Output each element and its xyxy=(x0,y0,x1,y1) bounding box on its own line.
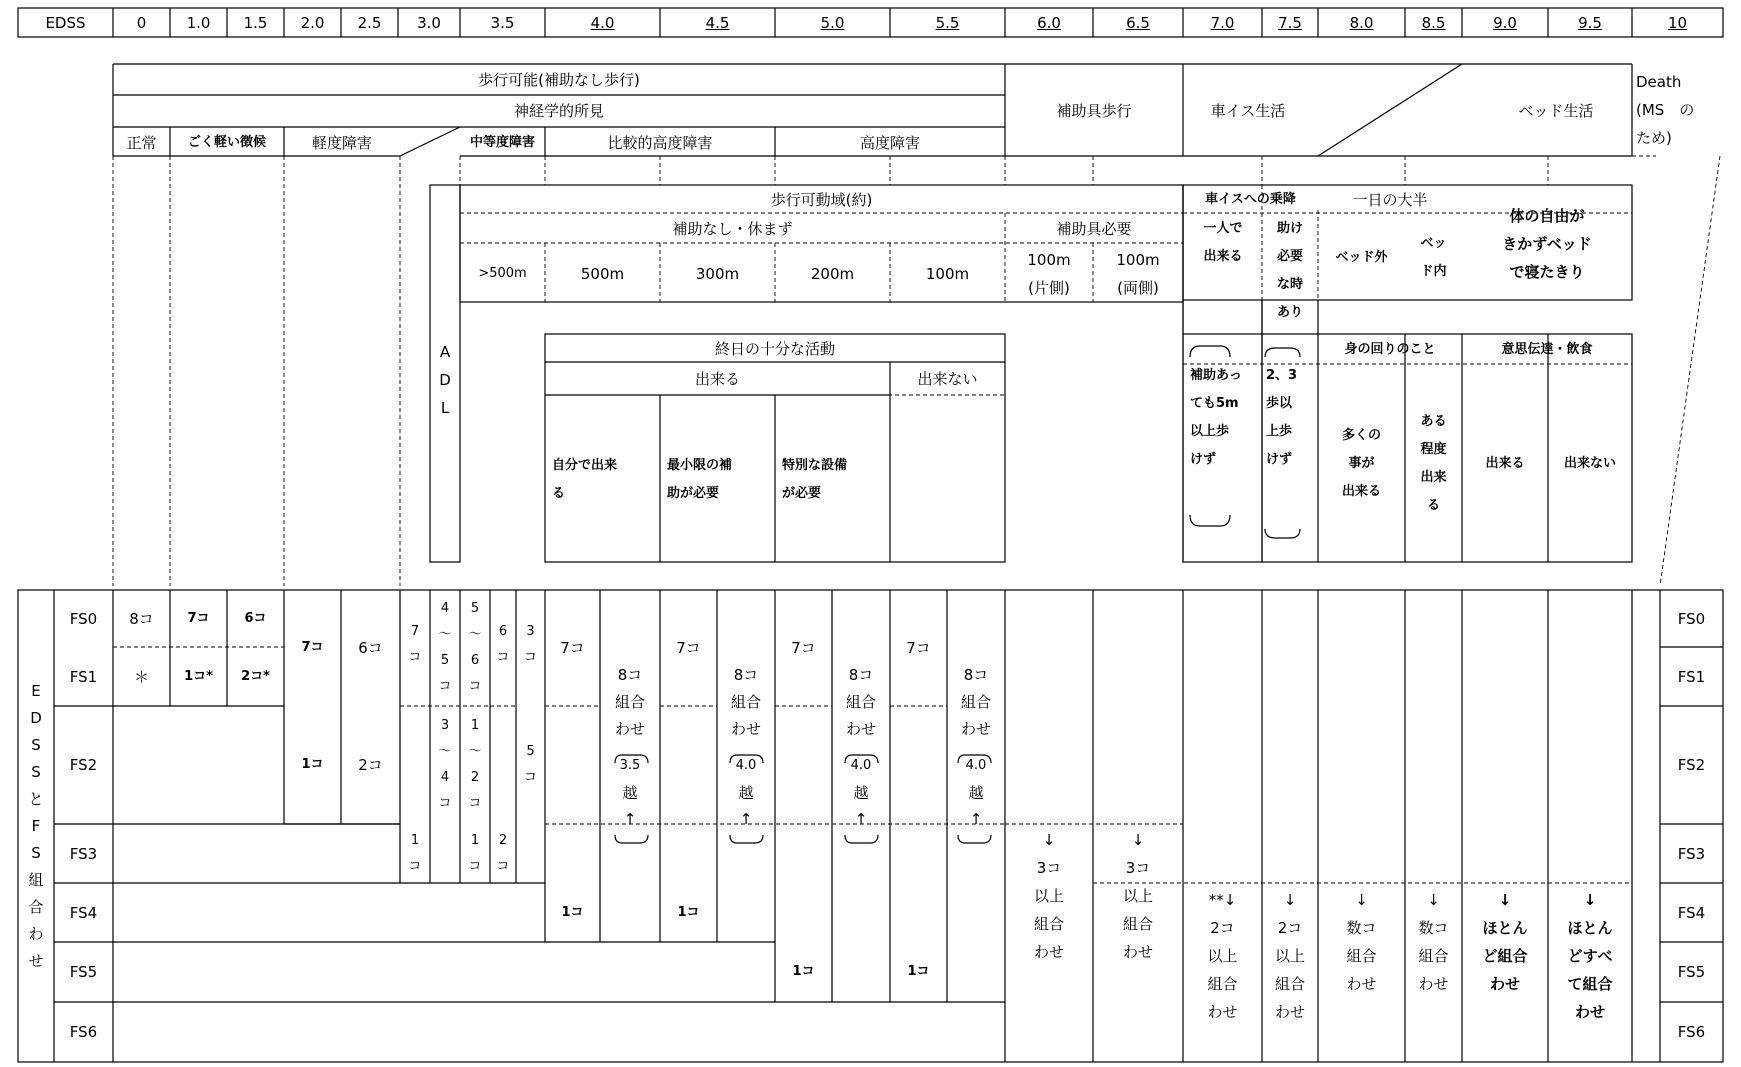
edss-label: EDSS xyxy=(45,13,86,32)
edss-step: 8.5 xyxy=(1421,13,1446,32)
mild-label: 軽度障害 xyxy=(311,133,372,152)
adl-unable-label: 出来ない xyxy=(917,370,978,388)
combo-cell: 4.0 xyxy=(965,758,987,773)
combo-cell: 6 コ xyxy=(496,624,510,665)
normal-label: 正常 xyxy=(126,133,157,152)
combo-cell: 2 コ xyxy=(496,833,510,874)
self-care-title: 身の回りのこと xyxy=(1344,342,1436,357)
combo-cell: 7コ xyxy=(906,639,931,657)
edss-step: 9.5 xyxy=(1578,13,1602,32)
fairly-severe-label: 比較的高度障害 xyxy=(607,133,713,152)
edss-step: 2.5 xyxy=(357,13,382,32)
combo-cell: 8コ 組合 わせ xyxy=(960,665,991,738)
combo-cell: 8コ 組合 わせ xyxy=(845,665,876,738)
day-box-title: 一日の大半 xyxy=(1352,191,1428,209)
adl-able-label: 出来る xyxy=(694,370,740,388)
distance-cell: 500m xyxy=(580,264,625,283)
edss-step: 1.0 xyxy=(186,13,211,32)
fs-row-label-right: FS4 xyxy=(1677,903,1706,922)
combo-cell: ↓ 3コ 以上 組合 わせ xyxy=(1122,831,1153,961)
edss-step: 9.0 xyxy=(1493,13,1517,32)
combo-cell: 1コ xyxy=(301,757,324,772)
combo-cell: 5 ～ 6 コ xyxy=(468,601,482,694)
combo-cell: ↓ 2コ 以上 組合 わせ xyxy=(1274,891,1305,1021)
distance-cell: 300m xyxy=(695,264,740,283)
combo-cell: 7コ xyxy=(301,640,324,655)
adl-minimal-help: 最小限の補 助が必要 xyxy=(667,457,733,501)
distance-cell: 100m (片側) xyxy=(1027,250,1071,297)
fs-row-label-right: FS0 xyxy=(1677,609,1706,628)
fs-row-label: FS5 xyxy=(69,963,98,981)
self-care-some: ある 程度 出来 る xyxy=(1420,414,1447,513)
combo-cell: 越 xyxy=(738,784,754,802)
combo-cell: 越 xyxy=(853,784,869,802)
fs-row-label-right: FS2 xyxy=(1677,756,1706,774)
edss-step: 0 xyxy=(136,13,147,32)
fs-row-label: FS1 xyxy=(69,667,98,686)
combo-cell: ↓ 数コ 組合 わせ xyxy=(1346,891,1377,993)
combo-cell: 1 ～ 2 コ xyxy=(468,718,482,811)
wheelchair-label: 車イス生活 xyxy=(1210,102,1286,120)
moderate-label: 中等度障害 xyxy=(469,134,535,150)
wheelchair-alone: 一人で 出来る xyxy=(1203,221,1243,264)
fs-row-label-right: FS6 xyxy=(1677,1023,1706,1041)
combo-cell: 3 ～ 4 コ xyxy=(438,718,452,811)
combo-cell: ↑ xyxy=(854,810,868,828)
edss-step: 10 xyxy=(1667,13,1688,32)
fs-row-label-right: FS5 xyxy=(1677,963,1706,981)
combo-cell: 8コ xyxy=(129,609,154,628)
combo-cell: ↓ ほとん ど組合 わせ xyxy=(1482,891,1528,993)
fs-row-label-right: FS3 xyxy=(1677,844,1706,863)
neuro-findings-header: 神経学的所見 xyxy=(513,102,604,120)
distance-cell: 100m (両側) xyxy=(1116,250,1160,297)
combo-cell: 2コ xyxy=(358,756,383,774)
fs-row-label-right: FS1 xyxy=(1677,667,1706,686)
fs-row-label: FS0 xyxy=(69,609,98,628)
combo-cell: 7 コ xyxy=(408,624,422,665)
edss-step: 6.0 xyxy=(1037,13,1061,32)
combo-cell: 6コ xyxy=(358,639,383,657)
edss-step: 4.0 xyxy=(590,13,615,32)
edss-step: 8.0 xyxy=(1349,13,1374,32)
self-care-many: 多くの 事が 出来る xyxy=(1341,428,1381,499)
communication-title: 意思伝達・飲食 xyxy=(1501,342,1593,357)
edss-step: 7.0 xyxy=(1210,13,1235,32)
combo-cell: 1 コ xyxy=(468,833,482,874)
edss-step: 3.5 xyxy=(490,13,515,32)
ambulatory-header: 歩行可能(補助なし歩行) xyxy=(478,71,640,89)
out-of-bed-label: ベッド外 xyxy=(1335,249,1388,265)
combo-cell: 8コ 組合 わせ xyxy=(614,665,645,738)
combo-cell: ↑ xyxy=(969,810,983,828)
combo-cell: 5 コ xyxy=(523,744,537,785)
in-bed-label: ベッ ド内 xyxy=(1420,235,1447,279)
fs-row-label: FS3 xyxy=(69,844,98,863)
fs-row-label: FS4 xyxy=(69,903,98,922)
combo-cell: 1コ xyxy=(792,964,815,979)
combo-cell: 1 コ xyxy=(408,833,422,874)
combo-cell: 1コ xyxy=(677,904,700,920)
combo-cell: 8コ 組合 わせ xyxy=(730,665,761,738)
combo-cell: ↓ 数コ 組合 わせ xyxy=(1418,891,1449,993)
combo-cell: 4 ～ 5 コ xyxy=(438,601,452,694)
edss-step: 2.0 xyxy=(300,13,325,32)
combo-cell: 3 コ xyxy=(523,624,537,665)
edss-step: 5.5 xyxy=(935,13,960,32)
combo-cell: 3.5 xyxy=(619,758,641,773)
wheelchair-transfer-title: 車イスへの乗降 xyxy=(1205,192,1296,207)
combo-cell: 4.0 xyxy=(850,758,872,773)
combo-cell: 7コ xyxy=(676,639,701,657)
combo-cell: 越 xyxy=(622,784,638,802)
death-label: Death (MS の ため) xyxy=(1636,73,1695,147)
edss-step: 4.5 xyxy=(705,13,730,32)
edss-step: 5.0 xyxy=(820,13,845,32)
distance-cell: 100m xyxy=(925,264,970,283)
unassisted-label: 補助なし・休まず xyxy=(672,220,793,238)
wheelchair-help-desc: 2、3 歩以 上歩 けず xyxy=(1266,368,1298,467)
combo-cell: 1コ* xyxy=(184,668,213,684)
communication-cannot: 出来ない xyxy=(1563,456,1616,471)
combo-cell: 4.0 xyxy=(735,758,757,773)
full-day-title: 終日の十分な活動 xyxy=(714,340,835,358)
walking-range-title: 歩行可動域(約) xyxy=(770,191,873,209)
edss-step: 1.5 xyxy=(243,13,268,32)
severe-label: 高度障害 xyxy=(859,133,920,152)
combo-cell: 1コ xyxy=(907,964,930,979)
minimal-signs-label: ごく軽い徴候 xyxy=(187,134,266,150)
edss-step: 3.0 xyxy=(417,13,441,32)
combo-cell: **↓ 2コ 以上 組合 わせ xyxy=(1207,891,1238,1021)
adl-special-equipment: 特別な設備 が必要 xyxy=(782,457,848,501)
combo-cell: ↓ ほとん どすべ て組合 わせ xyxy=(1567,891,1613,1021)
combo-cell: 7コ xyxy=(560,639,585,657)
combo-cell: ↓ 3コ 以上 組合 わせ xyxy=(1033,831,1064,961)
fs-row-label: FS2 xyxy=(69,756,98,774)
wheelchair-alone-desc: 補助あっ ても5m 以上歩 けず xyxy=(1190,368,1242,467)
adl-label: A D L xyxy=(439,343,451,417)
adl-self: 自分で出来 る xyxy=(552,457,618,501)
combo-cell: 2コ* xyxy=(241,668,270,684)
aid-needed-label: 補助具必要 xyxy=(1056,220,1132,238)
assisted-walking-label: 補助具歩行 xyxy=(1056,102,1132,120)
distance-cell: >500m xyxy=(478,265,527,281)
wheelchair-help: 助け 必要 な時 あり xyxy=(1276,221,1303,320)
combo-cell: ↑ xyxy=(623,810,637,828)
communication-can: 出来る xyxy=(1485,456,1525,471)
combo-cell: 6コ xyxy=(244,610,267,626)
combo-side-label: E D S S と F S 組 合 わ せ xyxy=(28,681,44,970)
combo-cell: 7コ xyxy=(187,610,210,626)
combo-cell: 1コ xyxy=(561,904,584,920)
fs-row-label: FS6 xyxy=(69,1023,98,1041)
bedridden-label: 体の自由が きかずベッド で寝たきり xyxy=(1502,206,1592,281)
edss-step: 6.5 xyxy=(1126,13,1150,32)
bed-label: ベッド生活 xyxy=(1518,102,1594,120)
distance-cell: 200m xyxy=(810,264,855,283)
combo-cell: 7コ xyxy=(791,639,816,657)
combo-cell: ＊ xyxy=(133,667,149,686)
combo-cell: ↑ xyxy=(739,810,753,828)
combo-cell: 越 xyxy=(968,784,984,802)
edss-step: 7.5 xyxy=(1278,13,1302,32)
